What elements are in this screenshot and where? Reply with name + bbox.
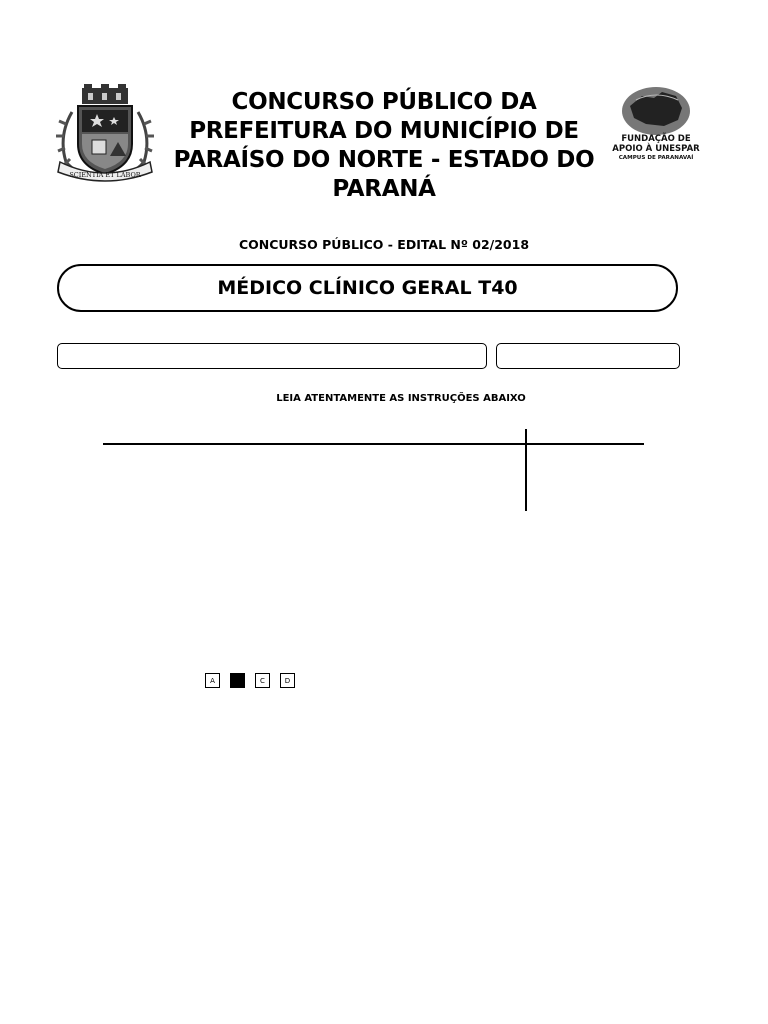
title-line-2: PREFEITURA DO MUNICÍPIO DE — [189, 118, 579, 144]
option-b-box-marked — [230, 673, 245, 688]
title-line-4: PARANÁ — [332, 176, 436, 202]
fundacao-line-3: CAMPUS DE PARANAVAÍ — [618, 155, 694, 161]
page-title — [164, 88, 604, 204]
cargo-title-box — [57, 264, 678, 312]
instructions-heading: LEIA ATENTAMENTE AS INSTRUÇÕES ABAIXO — [276, 393, 526, 404]
crest-motto: SCIENTIA ET LABOR — [69, 171, 141, 179]
option-c-box — [255, 673, 270, 688]
municipal-coat-of-arms — [52, 84, 158, 184]
option-c-label: C — [260, 676, 265, 685]
candidate-name-field[interactable] — [57, 343, 487, 369]
title-line-3: PARAÍSO DO NORTE - ESTADO DO — [173, 147, 595, 173]
horizontal-divider — [103, 443, 644, 445]
edital-number: CONCURSO PÚBLICO - EDITAL Nº 02/2018 — [238, 237, 530, 252]
fundacao-line-1: FUNDAÇÃO DE — [621, 134, 691, 144]
vertical-divider — [525, 429, 527, 511]
option-d-label: D — [284, 676, 291, 685]
option-b-label: B — [235, 676, 240, 685]
candidate-registration-field[interactable] — [496, 343, 680, 369]
option-a-label: A — [210, 676, 215, 685]
fundacao-line-2: APOIO À UNESPAR — [612, 144, 700, 154]
option-d-box — [280, 673, 295, 688]
option-a-box — [205, 673, 220, 688]
title-line-1: CONCURSO PÚBLICO DA — [231, 89, 537, 115]
cargo-title: MÉDICO CLÍNICO GERAL T40 — [217, 277, 518, 299]
fundacao-unespar-logo — [606, 86, 706, 178]
